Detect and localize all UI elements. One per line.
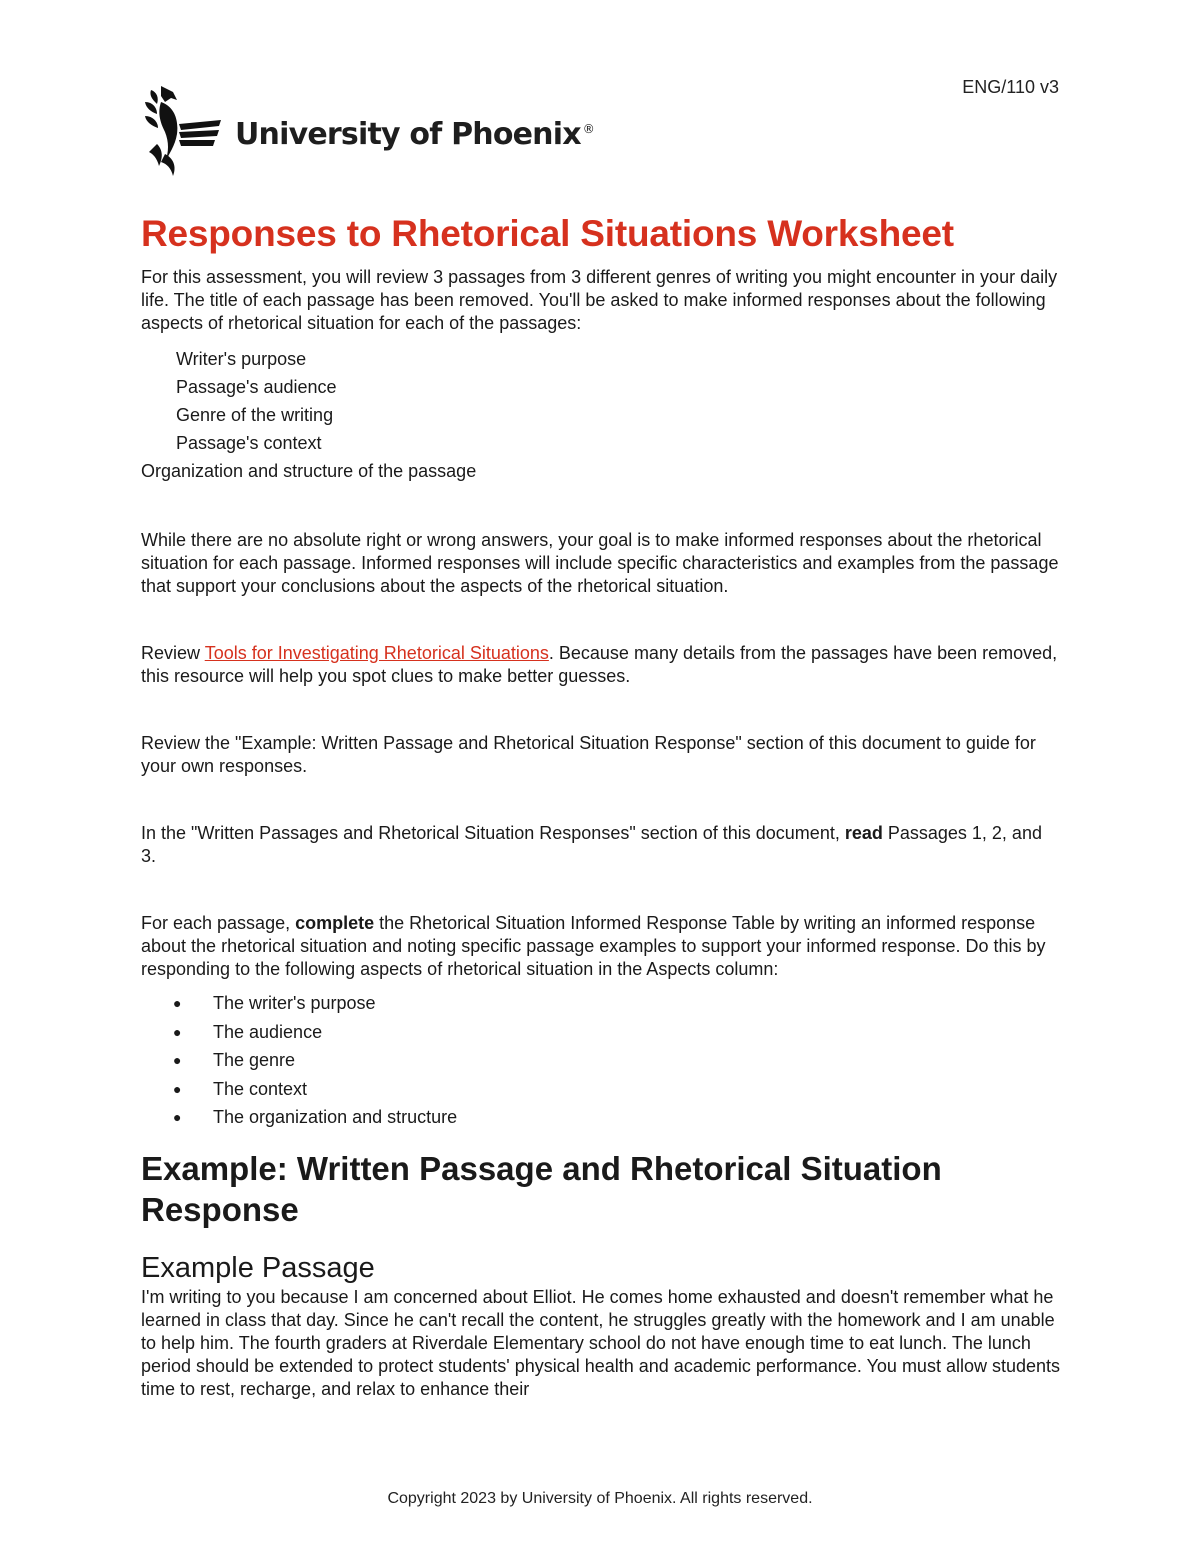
bullet-icon: ●: [173, 995, 182, 1011]
example-passage-heading: Example Passage: [141, 1251, 375, 1284]
aspect-item: Passage's context: [176, 433, 322, 453]
bullet-icon: ●: [173, 1109, 182, 1125]
bullet-icon: ●: [173, 1023, 182, 1040]
bullet-icon: ●: [173, 1080, 182, 1097]
intro-paragraph: For this assessment, you will review 3 passages from 3 different genres of writing you might encounter in your daily life. The title of each passage has been removed. You'll be asked to make informed responses about the following aspects of rhetorical situation for each of the passages:: [141, 267, 1058, 333]
document-title: Responses to Rhetorical Situations Worksheet: [141, 213, 954, 254]
bullet-icon: ●: [173, 1052, 182, 1068]
aspect-item: Genre of the writing: [176, 405, 334, 425]
read-paragraph: In the "Written Passages and Rhetorical Situation Responses" section of this document, read Passages 1, 2, and 3.: [141, 823, 1042, 866]
aspect-item: Passage's audience: [176, 377, 337, 397]
complete-paragraph: For each passage, complete the Rhetorical Situation Informed Response Table by writing an informed response about the rhetorical situation and noting specific passage examples to support your informed response. Do this by responding to the following aspects of rhetorical situation in the Aspects column:: [141, 913, 1046, 979]
course-code: ENG/110 v3: [962, 77, 1059, 97]
document-body: [141, 210, 1061, 1401]
copyright-footer: Copyright 2023 by University of Phoenix. All rights reserved.: [387, 1490, 813, 1507]
aspect-item-organization: Organization and structure of the passage: [141, 461, 477, 481]
example-passage-text: I'm writing to you because I am concerned about Elliot. He comes home exhausted and doesn't remember what he learned in class that day. Since he can't recall the content, he struggles greatly with the homework and I am unable to help him. The fourth graders at Riverdale Elementary school do not have enough time to eat lunch. The lunch period should be extended to protect students' physical health and academic performance. You must allow students time to rest, recharge, and relax to enhance their: [141, 1286, 1061, 1399]
bullet-item: ● The context: [173, 1075, 1061, 1104]
aspects-list: [141, 345, 1061, 457]
bullet-item: ● The audience: [173, 1018, 1061, 1047]
review-paragraph: [141, 642, 1061, 688]
tools-link[interactable]: Tools for Investigating Rhetorical Situations: [204, 643, 549, 663]
bullet-item: ● The genre: [173, 1046, 1061, 1075]
bullet-item: ● The writer's purpose: [173, 989, 1061, 1018]
rhetorical-aspects-bullets: [141, 989, 1061, 1132]
university-name: University of Phoenix ®: [235, 116, 594, 152]
bullet-item: ● The organization and structure: [173, 1103, 1061, 1132]
review-prefix: Review: [141, 643, 205, 663]
aspect-item: Writer's purpose: [176, 349, 307, 369]
registered-mark: ®: [582, 121, 594, 136]
university-logo: [143, 84, 594, 178]
example-section-heading: Example: Written Passage and Rhetorical Situation Response: [141, 1149, 942, 1228]
phoenix-bird-icon: [143, 84, 221, 178]
review-suffix: . Because many details from the passages have been removed, this resource will help you spot clues to make better guesses.: [141, 643, 1058, 686]
read-emphasis: read: [844, 823, 883, 843]
complete-emphasis: complete: [295, 913, 375, 933]
example-paragraph: Review the "Example: Written Passage and Rhetorical Situation Response" section of this document to guide for your own responses.: [141, 733, 1036, 776]
goal-paragraph: While there are no absolute right or wrong answers, your goal is to make informed responses about the rhetorical situation for each passage. Informed responses will include specific characteristics and examples from the passage that support your conclusions about the aspects of the rhetorical situation.: [141, 530, 1059, 596]
